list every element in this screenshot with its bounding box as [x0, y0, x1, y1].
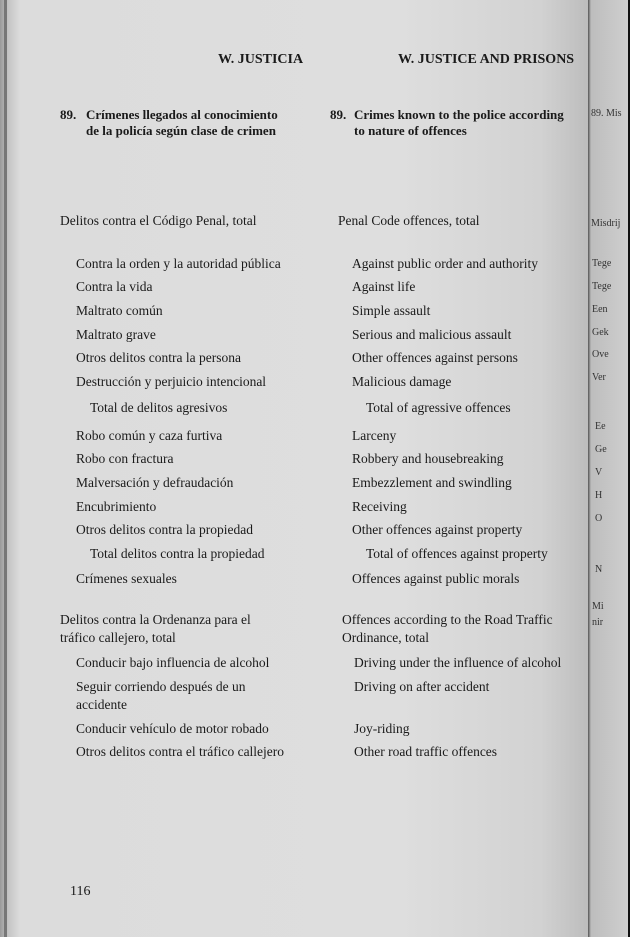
row-label-en: Serious and malicious assault — [352, 327, 512, 342]
row-label-en: Driving on after accident — [354, 679, 490, 694]
row-label-es: Contra la orden y la autoridad pública — [76, 256, 281, 271]
fragment: Ge — [595, 444, 607, 455]
row-label-es: Crímenes sexuales — [76, 571, 177, 586]
row-label-es: Destrucción y perjuicio intencional — [76, 374, 267, 389]
row-label-en: Embezzlement and swindling — [352, 475, 512, 490]
title-en-line1: Crimes known to the police according — [354, 107, 564, 122]
fragment: 89. Mis — [591, 108, 622, 119]
next-page-edge — [588, 0, 628, 937]
row-label-en: Joy-riding — [354, 721, 410, 736]
row-label-en: Offences according to the Road Traffic — [342, 612, 553, 627]
fragment: Ee — [595, 421, 606, 432]
row-label-es: Delitos contra la Ordenanza para el — [60, 612, 251, 627]
row-label-en: Against public order and authority — [352, 256, 538, 271]
fragment: Tege — [592, 281, 612, 292]
row-label-es: Total delitos contra la propiedad — [90, 546, 265, 561]
row-label-es: Robo con fractura — [76, 451, 174, 466]
row-label-es: Contra la vida — [76, 279, 153, 294]
row-label-en: Total of agressive offences — [366, 400, 511, 415]
row-label-es: Otros delitos contra la persona — [76, 350, 241, 365]
row-label-es: Conducir bajo influencia de alcohol — [76, 655, 270, 670]
binding-edge — [4, 0, 7, 937]
page-number: 116 — [70, 884, 91, 899]
fragment: Mi — [592, 601, 604, 612]
row-label-en: Other offences against property — [352, 522, 523, 537]
row-label-es: Encubrimiento — [76, 499, 157, 514]
row-label-es: Robo común y caza furtiva — [76, 428, 223, 443]
row-label-es: Maltrato común — [76, 303, 163, 318]
row-label-en: Robbery and housebreaking — [352, 451, 504, 466]
row-label-en: Ordinance, total — [342, 630, 429, 645]
fragment: N — [595, 564, 603, 575]
table-number-es: 89. — [60, 107, 77, 122]
fragment: Ove — [592, 349, 609, 360]
row-label-es: Otros delitos contra el tráfico callejero — [76, 744, 285, 759]
fragment: H — [595, 490, 603, 501]
row-label-en: Penal Code offences, total — [338, 213, 480, 228]
fragment: nir — [592, 617, 604, 628]
fragment: Gek — [592, 327, 609, 338]
row-label-es: tráfico callejero, total — [60, 630, 176, 645]
header-left: W. JUSTICIA — [218, 52, 304, 67]
row-label-en: Driving under the influence of alcohol — [354, 655, 562, 670]
row-label-en: Larceny — [352, 428, 397, 443]
row-label-es: Seguir corriendo después de un — [76, 679, 246, 694]
row-label-es: Maltrato grave — [76, 327, 156, 342]
table-number-en: 89. — [330, 107, 347, 122]
row-label-es: Malversación y defraudación — [76, 475, 234, 490]
fragment: O — [595, 513, 603, 524]
row-label-en: Total of offences against property — [366, 546, 548, 561]
fragment: V — [595, 467, 603, 478]
row-label-en: Simple assault — [352, 303, 431, 318]
fragment: Een — [592, 304, 608, 315]
row-label-en: Other road traffic offences — [354, 744, 498, 759]
title-es-line2: de la policía según clase de crimen — [86, 123, 276, 138]
fragment: Ver — [592, 372, 606, 383]
fragment: Tege — [592, 258, 612, 269]
row-label-en: Against life — [352, 279, 416, 294]
row-label-es: Delitos contra el Código Penal, total — [60, 213, 257, 228]
row-label-es: Otros delitos contra la propiedad — [76, 522, 253, 537]
row-label-en: Offences against public morals — [352, 571, 520, 586]
row-label-en: Receiving — [352, 499, 407, 514]
fragment: Misdrij — [591, 218, 621, 229]
header-right: W. JUSTICE AND PRISONS — [398, 52, 575, 67]
title-es-line1: Crímenes llegados al conocimiento — [86, 107, 278, 122]
row-label-es: accidente — [76, 697, 127, 712]
row-label-es: Conducir vehículo de motor robado — [76, 721, 269, 736]
title-en-line2: to nature of offences — [354, 123, 467, 138]
row-label-en: Malicious damage — [352, 374, 452, 389]
row-label-es: Total de delitos agresivos — [90, 400, 228, 415]
row-label-en: Other offences against persons — [352, 350, 518, 365]
